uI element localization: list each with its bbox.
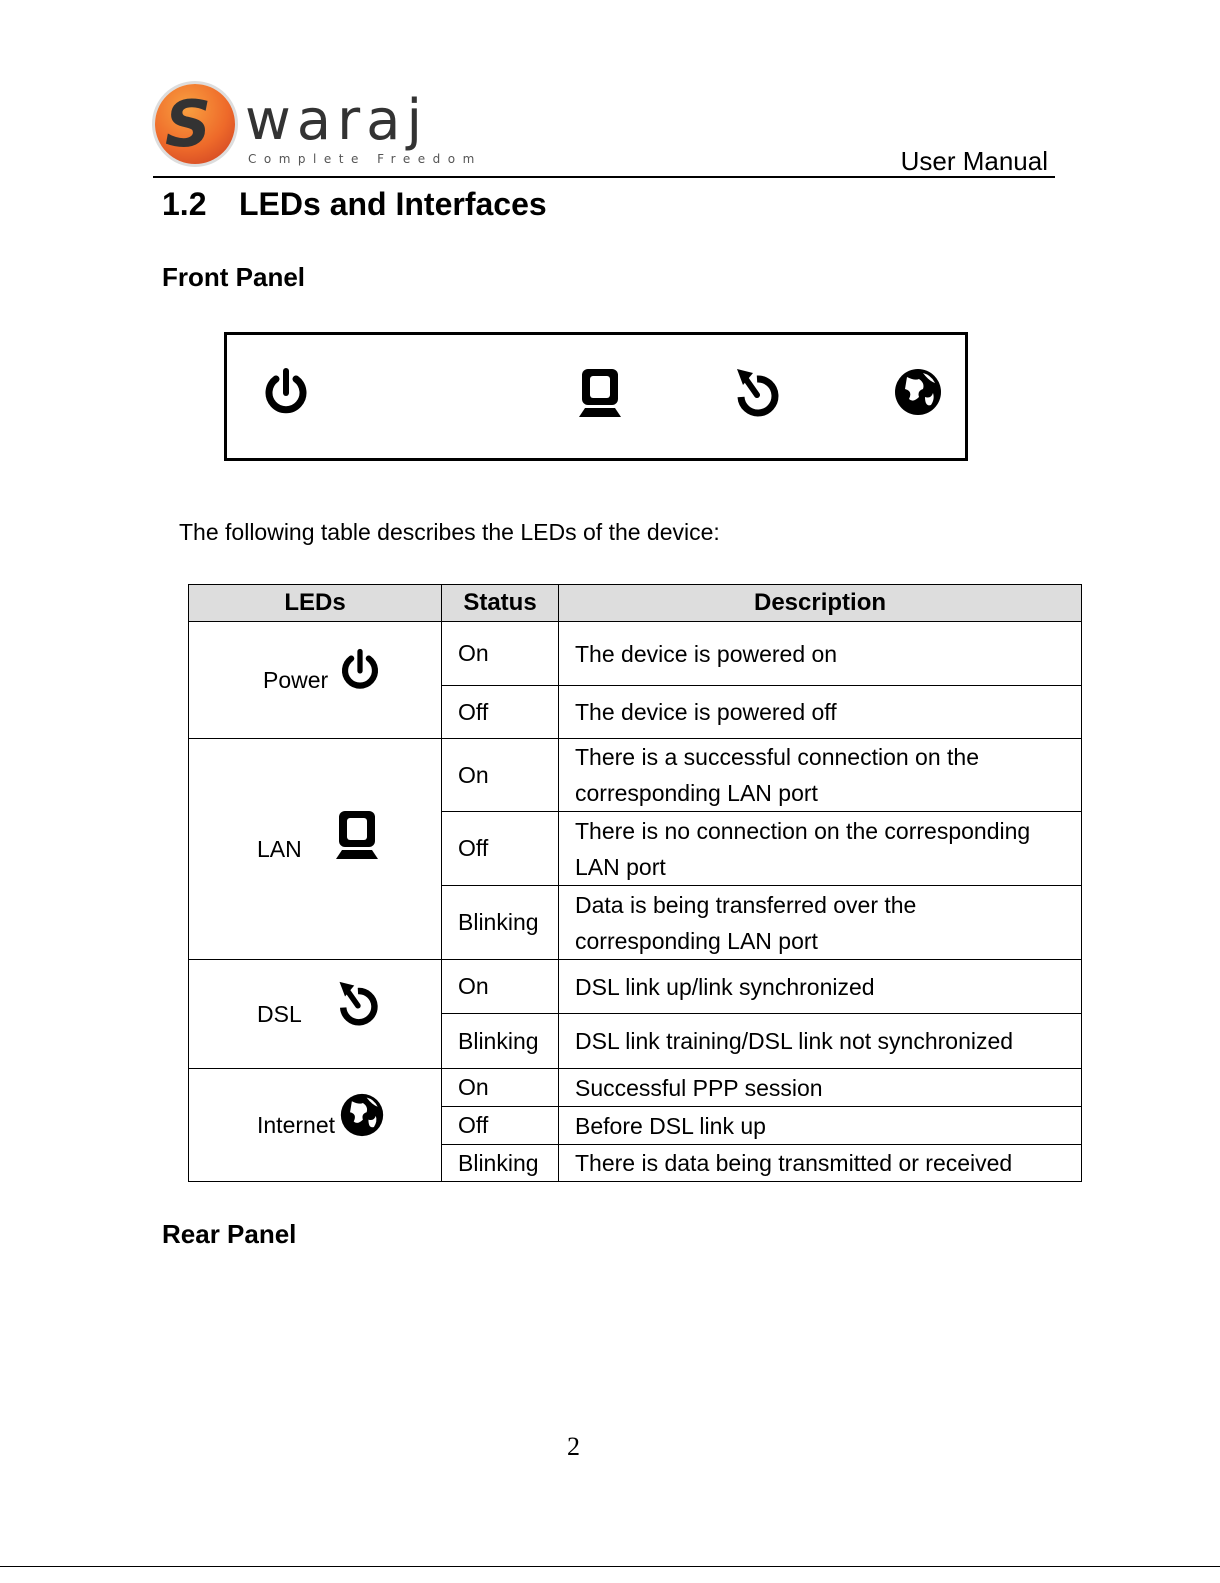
status-cell: On xyxy=(442,960,559,1014)
led-label: LAN xyxy=(257,835,302,862)
led-internet xyxy=(189,1069,442,1182)
header-description: Description xyxy=(559,585,1082,622)
description-cell: DSL link training/DSL link not synchronized xyxy=(559,1014,1082,1069)
table-row xyxy=(189,960,1082,1014)
led-table xyxy=(188,584,1082,1182)
dsl-icon xyxy=(334,980,380,1026)
rear-panel-heading: Rear Panel xyxy=(162,1219,297,1249)
status-cell: Blinking xyxy=(442,1145,559,1182)
description-cell: There is data being transmitted or received xyxy=(559,1145,1082,1182)
status-cell: Off xyxy=(442,686,559,739)
description-cell: DSL link up/link synchronized xyxy=(559,960,1082,1014)
status-cell: Blinking xyxy=(442,886,559,960)
status-cell: Blinking xyxy=(442,1014,559,1069)
status-cell: Off xyxy=(442,812,559,886)
status-cell: Off xyxy=(442,1107,559,1145)
header-status: Status xyxy=(442,585,559,622)
description-cell: There is no connection on the corresponding LAN port xyxy=(559,812,1082,886)
table-row xyxy=(189,1069,1082,1107)
internet-icon xyxy=(893,367,943,417)
power-icon xyxy=(338,648,382,692)
internet-icon xyxy=(339,1092,385,1138)
description-cell: Data is being transferred over the corresponding LAN port xyxy=(559,886,1082,960)
lan-icon xyxy=(575,367,625,417)
description-cell: Successful PPP session xyxy=(559,1069,1082,1107)
status-cell: On xyxy=(442,1069,559,1107)
led-label: Power xyxy=(263,666,329,693)
led-label: DSL xyxy=(257,1000,302,1027)
description-cell: There is a successful connection on the corresponding LAN port xyxy=(559,739,1082,812)
section-title: LEDs and Interfaces xyxy=(239,186,547,222)
table-intro: The following table describes the LEDs of the device: xyxy=(179,519,720,545)
header-title: User Manual xyxy=(900,146,1048,176)
table-row xyxy=(189,622,1082,686)
header-divider xyxy=(153,176,1055,178)
led-power xyxy=(189,622,442,739)
lan-icon xyxy=(332,806,382,862)
front-panel-heading: Front Panel xyxy=(162,262,306,292)
description-cell: The device is powered off xyxy=(559,686,1082,739)
description-cell: The device is powered on xyxy=(559,622,1082,686)
table-header-row xyxy=(189,585,1082,622)
logo-s-glyph: S xyxy=(165,88,212,162)
status-cell: On xyxy=(442,739,559,812)
logo-tagline: Complete Freedom xyxy=(248,152,482,166)
front-panel-diagram xyxy=(224,332,968,461)
led-label: Internet xyxy=(257,1111,335,1138)
dsl-icon xyxy=(731,367,781,417)
logo-wordmark: waraj xyxy=(245,88,429,153)
power-icon xyxy=(261,367,311,417)
header-leds: LEDs xyxy=(189,585,442,622)
page-bottom-edge xyxy=(0,1566,1220,1567)
led-dsl xyxy=(189,960,442,1069)
description-cell: Before DSL link up xyxy=(559,1107,1082,1145)
status-cell: On xyxy=(442,622,559,686)
table-row xyxy=(189,739,1082,812)
page-number: 2 xyxy=(567,1432,580,1461)
led-lan xyxy=(189,739,442,960)
section-number: 1.2 xyxy=(162,186,207,222)
section-heading xyxy=(162,186,547,223)
